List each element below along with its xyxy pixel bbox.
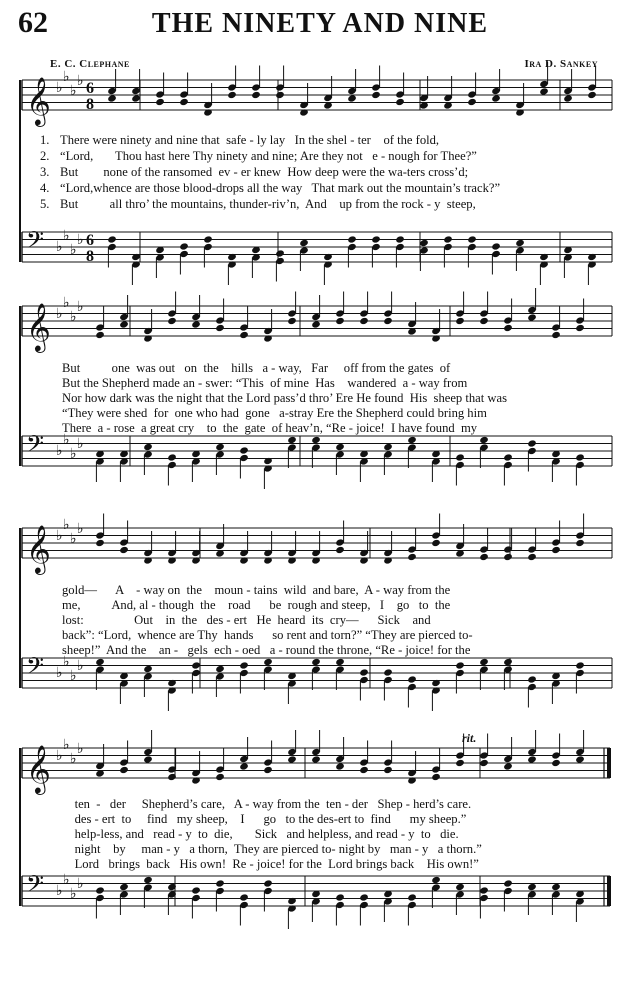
flat-icon: ♭	[70, 668, 77, 684]
note	[227, 66, 237, 100]
note	[275, 249, 285, 281]
flat-icon: ♭	[56, 748, 63, 764]
hymn-title: THE NINETY AND NINE	[151, 8, 489, 39]
bass-clef-icon: 𝄢	[26, 870, 45, 903]
lyric-line: me, And, al - though the road be rough and steep, I go to the	[62, 598, 451, 612]
note	[527, 439, 537, 471]
note	[587, 253, 597, 285]
note	[311, 730, 321, 764]
note	[407, 675, 417, 707]
note	[119, 295, 129, 329]
note	[359, 668, 369, 700]
note	[335, 292, 345, 326]
note	[407, 751, 417, 785]
note	[359, 531, 369, 565]
note	[263, 741, 273, 775]
note	[239, 446, 249, 478]
note	[131, 69, 141, 103]
note	[539, 62, 549, 96]
note	[239, 306, 249, 340]
note	[407, 436, 417, 468]
note	[431, 679, 441, 711]
note	[467, 235, 477, 267]
note	[527, 675, 537, 707]
note	[215, 879, 225, 911]
note	[215, 524, 225, 558]
note	[119, 521, 129, 555]
note	[311, 531, 321, 565]
treble-staff	[22, 730, 610, 795]
note	[503, 453, 513, 485]
bass-clef-icon: 𝄢	[26, 226, 45, 259]
note	[359, 741, 369, 775]
note	[335, 893, 345, 925]
lyric-line: night by man - y a thorn, They are pierced to- night by man - y a thorn.”	[62, 842, 482, 856]
note	[527, 528, 537, 562]
note	[455, 292, 465, 326]
note	[263, 658, 273, 690]
note	[287, 436, 297, 468]
bass-staff	[22, 652, 612, 711]
note	[347, 69, 357, 103]
note	[551, 521, 561, 555]
note	[455, 524, 465, 558]
flat-icon: ♭	[77, 658, 84, 674]
note	[191, 751, 201, 785]
note	[95, 744, 105, 778]
note	[431, 514, 441, 548]
note	[515, 83, 525, 117]
note	[491, 242, 501, 274]
lyricist-credit: E. C. Clephane	[50, 58, 130, 70]
note	[479, 436, 489, 468]
note	[143, 309, 153, 343]
note	[275, 66, 285, 100]
note	[551, 306, 561, 340]
note	[311, 436, 321, 468]
note	[431, 309, 441, 343]
note	[479, 734, 489, 768]
note	[287, 292, 297, 326]
treble-clef-icon: 𝄞	[26, 302, 51, 351]
note	[467, 73, 477, 107]
note	[191, 531, 201, 565]
note	[215, 299, 225, 333]
flat-icon: ♭	[63, 517, 70, 533]
treble-clef-icon: 𝄞	[26, 76, 51, 125]
note	[311, 658, 321, 690]
bass-clef-icon: 𝄢	[26, 430, 45, 463]
note	[419, 76, 429, 110]
note	[227, 253, 237, 285]
lyric-line: gold— A - way on the moun - tains wild and bare, A - way from the	[62, 583, 451, 597]
note	[587, 66, 597, 100]
note	[383, 292, 393, 326]
note	[407, 893, 417, 925]
note	[407, 528, 417, 562]
bass-staff	[22, 870, 610, 929]
treble-staff	[22, 62, 612, 127]
treble-staff	[22, 514, 612, 576]
note	[179, 73, 189, 107]
flat-icon: ♭	[77, 436, 84, 452]
bass-clef-icon: 𝄢	[26, 652, 45, 685]
flat-icon: ♭	[63, 872, 70, 888]
note	[263, 531, 273, 565]
note	[455, 453, 465, 485]
note	[95, 514, 105, 548]
note	[479, 658, 489, 690]
note	[191, 886, 201, 918]
flat-icon: ♭	[56, 239, 63, 255]
note	[323, 253, 333, 285]
flat-icon: ♭	[70, 446, 77, 462]
note	[383, 741, 393, 775]
note	[503, 299, 513, 333]
note	[371, 235, 381, 267]
note	[383, 668, 393, 700]
note	[359, 292, 369, 326]
page-number: 62	[18, 6, 48, 39]
flat-icon: ♭	[56, 306, 63, 322]
note	[347, 235, 357, 267]
treble-staff	[22, 288, 612, 353]
note	[563, 69, 573, 103]
lyric-line: 1. There were ninety and nine that safe - ly lay In the shel - ter of the fold,	[40, 133, 440, 147]
note	[539, 253, 549, 285]
note	[479, 886, 489, 918]
treble-clef-icon: 𝄞	[26, 744, 51, 793]
flat-icon: ♭	[63, 228, 70, 244]
time-signature-bottom: 8	[86, 96, 94, 113]
note	[191, 661, 201, 693]
flat-icon: ♭	[77, 521, 84, 537]
time-signature-top: 6	[86, 80, 94, 97]
note	[503, 879, 513, 911]
note	[143, 531, 153, 565]
lyric-line: lost: Out in the des - ert He heard its cry— Sick and	[62, 613, 431, 627]
note	[575, 730, 585, 764]
note	[323, 76, 333, 110]
note	[143, 730, 153, 764]
note	[203, 235, 213, 267]
note	[371, 66, 381, 100]
flat-icon: ♭	[70, 751, 77, 767]
note	[395, 235, 405, 267]
lyric-line: 2. “Lord, Thou hast here Thy ninety and nine; Are they not e - nough for Thee?”	[40, 149, 477, 163]
note	[335, 737, 345, 771]
note	[335, 658, 345, 690]
note	[335, 521, 345, 555]
note	[263, 457, 273, 489]
flat-icon: ♭	[77, 741, 84, 757]
note	[167, 748, 177, 782]
lyric-line: back”: “Lord, whence are Thy hands so rent and torn?” “They are pierced to-	[62, 628, 473, 642]
note	[491, 69, 501, 103]
lyric-line: But one was out on the hills a - way, Far off from the gates of	[62, 361, 451, 375]
note	[167, 679, 177, 711]
note	[167, 292, 177, 326]
note	[191, 295, 201, 329]
flat-icon: ♭	[77, 299, 84, 315]
note	[551, 734, 561, 768]
note	[407, 302, 417, 336]
note	[263, 879, 273, 911]
flat-icon: ♭	[70, 531, 77, 547]
flat-icon: ♭	[70, 242, 77, 258]
lyric-line: ten - der Shepherd’s care, A - way from the ten - der Shep - herd’s care.	[62, 797, 472, 811]
note	[239, 737, 249, 771]
flat-icon: ♭	[77, 232, 84, 248]
flat-icon: ♭	[56, 883, 63, 899]
flat-icon: ♭	[63, 654, 70, 670]
lyric-line: help-less, and read - y to die, Sick and helpless, and read - y to die.	[62, 827, 459, 841]
flat-icon: ♭	[63, 295, 70, 311]
note	[575, 661, 585, 693]
note	[287, 531, 297, 565]
note	[479, 292, 489, 326]
note	[203, 83, 213, 117]
note	[167, 531, 177, 565]
flat-icon: ♭	[63, 737, 70, 753]
note	[443, 76, 453, 110]
flat-icon: ♭	[70, 309, 77, 325]
flat-icon: ♭	[70, 83, 77, 99]
lyric-line: 3. But none of the ransomed ev - er knew How deep were the wa-ters cross’d;	[40, 165, 469, 179]
lyric-line: 4. “Lord,whence are those blood-drops all the way That mark out the mountain’s track?”	[40, 181, 501, 195]
bass-staff	[22, 226, 612, 285]
lyric-line: There a - rose a great cry to the gate of heav’n, “Re - joice! I have found my	[62, 421, 478, 435]
flat-icon: ♭	[56, 80, 63, 96]
note	[239, 531, 249, 565]
ritardando-mark: rit.	[462, 731, 477, 745]
note	[575, 299, 585, 333]
note	[503, 528, 513, 562]
bass-staff	[22, 430, 612, 489]
note	[443, 235, 453, 267]
note	[143, 876, 153, 908]
note	[239, 893, 249, 925]
note	[395, 73, 405, 107]
note	[95, 658, 105, 690]
note	[299, 83, 309, 117]
note	[263, 309, 273, 343]
flat-icon: ♭	[56, 665, 63, 681]
flat-icon: ♭	[63, 432, 70, 448]
note	[575, 514, 585, 548]
note	[155, 73, 165, 107]
note	[527, 288, 537, 322]
flat-icon: ♭	[77, 73, 84, 89]
lyric-line: But the Shepherd made an - swer: “This of mine Has wandered a - way from	[62, 376, 468, 390]
flat-icon: ♭	[63, 69, 70, 85]
note	[107, 69, 117, 103]
note	[215, 748, 225, 782]
note	[95, 886, 105, 918]
note	[119, 741, 129, 775]
note	[287, 897, 297, 929]
note	[95, 306, 105, 340]
note	[287, 730, 297, 764]
note	[239, 661, 249, 693]
note	[503, 658, 513, 690]
lyric-line: sheep!” And the an - gels ech - oed a - round the throne, “Re - joice! for the	[62, 643, 471, 657]
note	[131, 253, 141, 285]
note	[503, 737, 513, 771]
note	[479, 528, 489, 562]
flat-icon: ♭	[56, 443, 63, 459]
time-signature-bottom: 8	[86, 248, 94, 265]
lyric-line: Lord brings back His own! Re - joice! for the Lord brings back His own!”	[62, 857, 479, 871]
note	[455, 661, 465, 693]
note	[383, 531, 393, 565]
note	[251, 66, 261, 100]
note	[527, 730, 537, 764]
flat-icon: ♭	[56, 528, 63, 544]
note	[311, 295, 321, 329]
note	[167, 453, 177, 485]
note	[179, 242, 189, 274]
lyric-line: “They were shed for one who had gone a-stray Ere the Shepherd could bring him	[62, 406, 487, 420]
lyric-line: des - ert to find my sheep, I go to the des-ert to find my sheep.”	[62, 812, 467, 826]
treble-clef-icon: 𝄞	[26, 524, 51, 573]
flat-icon: ♭	[77, 876, 84, 892]
note	[575, 453, 585, 485]
note	[107, 235, 117, 267]
note	[431, 876, 441, 908]
lyric-line: Nor how dark was the night that the Lord pass’d thro’ Ere He found His sheep that was	[62, 391, 507, 405]
lyric-line: 5. But all thro’ the mountains, thunder-riv’n, And up from the rock - y steep,	[40, 197, 476, 211]
note	[359, 893, 369, 925]
composer-credit: Ira D. Sankey	[524, 58, 598, 70]
flat-icon: ♭	[70, 886, 77, 902]
note	[431, 748, 441, 782]
time-signature-top: 6	[86, 232, 94, 249]
